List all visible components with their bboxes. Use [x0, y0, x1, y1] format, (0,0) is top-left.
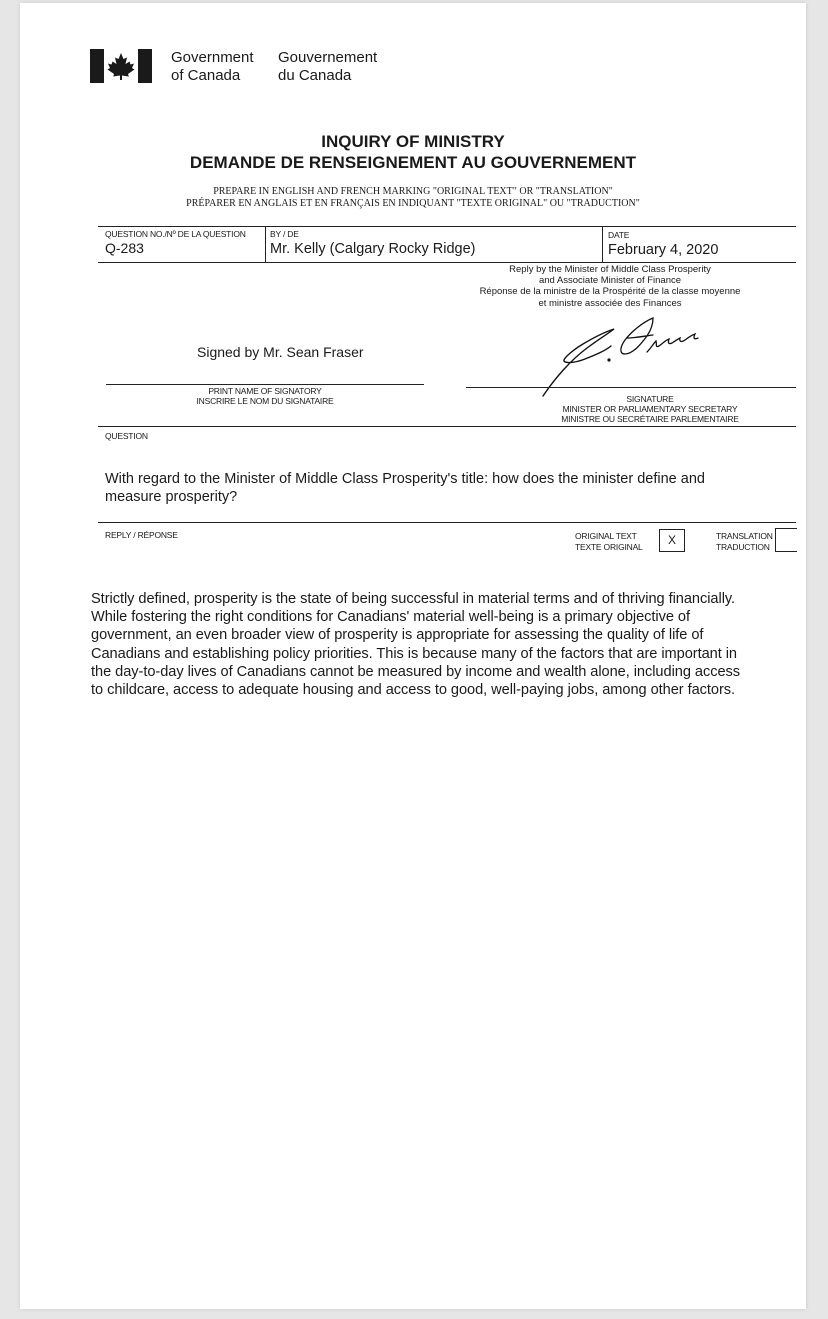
reply-line: Canadians and establishing policy priorities. This is because many of the factors that are important in — [91, 645, 737, 662]
gov-en-line1: Government — [171, 49, 254, 66]
reply-by-block — [440, 264, 780, 309]
print-name-label — [106, 387, 424, 406]
original-label-2: TEXTE ORIGINAL — [575, 541, 643, 552]
canada-flag-icon — [90, 49, 152, 83]
gov-fr-line1: Gouvernement — [278, 49, 378, 66]
instructions-line1: PREPARE IN ENGLISH AND FRENCH MARKING "ORIGINAL TEXT" OR "TRANSLATION" — [213, 186, 613, 197]
sig-label-1: SIGNATURE — [626, 394, 674, 404]
reply-text — [91, 590, 791, 699]
question-top-rule — [98, 426, 796, 427]
instructions — [20, 186, 806, 210]
original-text-checkbox: X — [659, 529, 685, 552]
page-title — [20, 131, 806, 173]
reply-label: REPLY / RÉPONSE — [105, 530, 178, 540]
by-member: Mr. Kelly (Calgary Rocky Ridge) — [270, 241, 476, 257]
date-value: February 4, 2020 — [608, 242, 719, 258]
form-divider-2 — [602, 226, 603, 262]
document-page — [20, 3, 806, 1309]
signatory-name: Signed by Mr. Sean Fraser — [197, 344, 364, 360]
translation-checkbox — [775, 528, 797, 552]
title-line2: DEMANDE DE RENSEIGNEMENT AU GOUVERNEMENT — [189, 153, 637, 172]
translation-label — [716, 531, 773, 552]
print-name-rule — [106, 384, 424, 385]
signature-label — [540, 394, 760, 424]
reply-line: government, an even broader view of prosperity is appropriate for assessing the quality of life of — [91, 627, 704, 644]
form-divider-1 — [265, 226, 266, 262]
reply-by-line3: Réponse de la ministre de la Prospérité de la classe moyenne — [479, 286, 741, 298]
question-number: Q-283 — [105, 240, 144, 256]
original-label-1: ORIGINAL TEXT — [575, 531, 637, 541]
gov-en-line2: of Canada — [171, 67, 241, 84]
gov-fr-line2: du Canada — [278, 67, 352, 84]
date-label: DATE — [608, 230, 630, 240]
print-label-1: PRINT NAME OF SIGNATORY — [208, 386, 322, 396]
instructions-line2: PRÉPARER EN ANGLAIS ET EN FRANÇAIS EN INDIQUANT "TEXTE ORIGINAL" OU "TRADUCTION" — [186, 198, 640, 209]
translation-label-2: TRADUCTION — [716, 541, 770, 552]
reply-line: Strictly defined, prosperity is the state of being successful in material terms and of thriving financially. — [91, 591, 736, 607]
question-text: With regard to the Minister of Middle Class Prosperity's title: how does the minister define and measure prosperity? — [105, 471, 705, 505]
reply-by-line2: and Associate Minister of Finance — [538, 275, 682, 287]
reply-by-line1: Reply by the Minister of Middle Class Prosperity — [509, 264, 711, 275]
form-bottom-rule — [98, 262, 796, 263]
print-label-2: INSCRIRE LE NOM DU SIGNATAIRE — [196, 395, 334, 406]
reply-by-line4: et ministre associée des Finances — [538, 297, 682, 309]
reply-line: While fostering the right conditions for Canadians' material well-being is a primary objective of — [91, 609, 690, 626]
government-of-canada-en — [171, 49, 254, 85]
reply-line: the day-to-day lives of Canadians cannot be measured by income and wealth alone, including access — [91, 663, 741, 680]
signature-rule — [466, 387, 796, 388]
by-label: BY / DE — [270, 229, 299, 239]
translation-label-1: TRANSLATION — [716, 531, 773, 541]
government-of-canada-fr — [278, 49, 377, 85]
sig-label-3: MINISTRE OU SECRÉTAIRE PARLEMENTAIRE — [561, 414, 739, 424]
original-text-label — [575, 531, 643, 552]
reply-line: to childcare, access to adequate housing and access to good, well-paying jobs, among other factors. — [91, 682, 736, 699]
question-label: QUESTION — [105, 431, 148, 441]
reply-top-rule — [98, 522, 796, 523]
question-no-label: QUESTION NO./Nº DE LA QUESTION — [105, 229, 246, 239]
form-top-rule — [98, 226, 796, 227]
title-line1: INQUIRY OF MINISTRY — [321, 132, 505, 151]
sig-label-2: MINISTER OR PARLIAMENTARY SECRETARY — [562, 404, 738, 414]
